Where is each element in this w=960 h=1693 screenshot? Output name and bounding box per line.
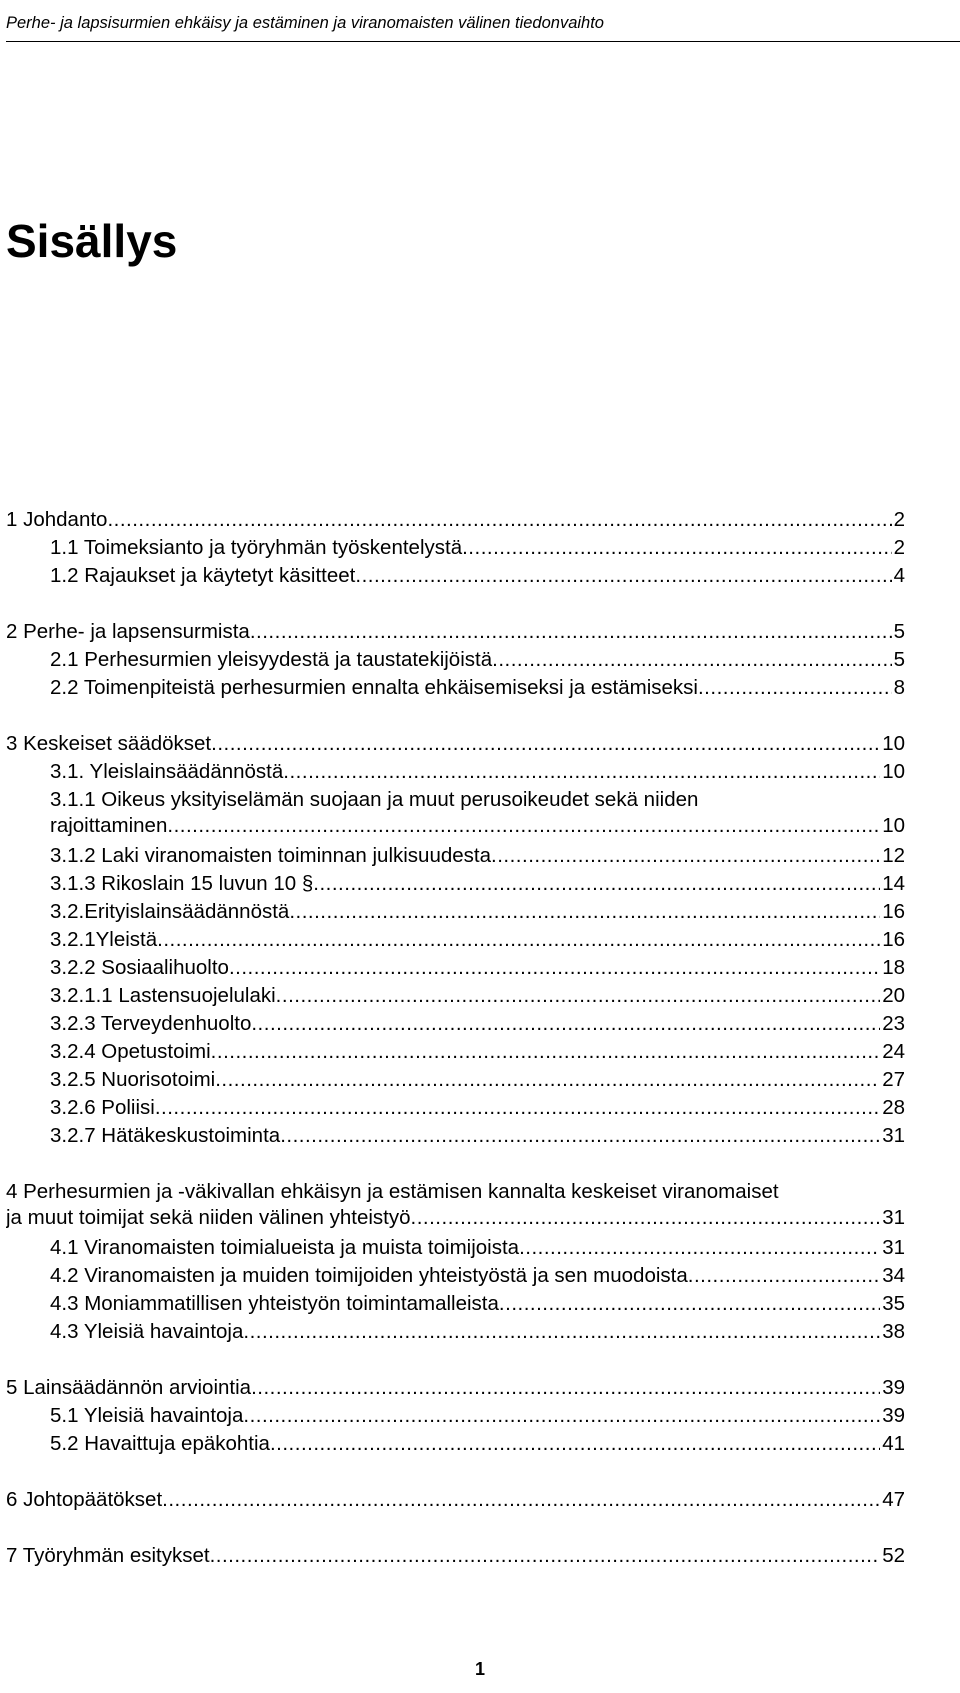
dot-leader <box>155 1095 880 1121</box>
toc-page-number: 24 <box>882 1040 905 1063</box>
toc-entry[interactable] <box>50 1039 905 1065</box>
toc-entry[interactable] <box>50 675 905 701</box>
toc-entry-title: 5.1 Yleisiä havaintoja <box>50 1404 244 1427</box>
toc-page-number: 31 <box>882 1124 905 1147</box>
dot-leader <box>167 813 880 839</box>
toc-entry[interactable] <box>6 1543 905 1569</box>
toc-page-number: 10 <box>882 732 905 755</box>
toc-page-number: 28 <box>882 1096 905 1119</box>
toc-entry[interactable] <box>6 619 905 645</box>
toc-entry-title: 3.2.Erityislainsäädännöstä <box>50 900 290 923</box>
dot-leader <box>499 1291 880 1317</box>
toc-page-number: 31 <box>882 1236 905 1259</box>
dot-leader <box>289 899 880 925</box>
toc-page-number: 18 <box>882 956 905 979</box>
toc-page-number: 10 <box>882 814 905 837</box>
header-divider <box>6 41 960 42</box>
toc-page-number: 20 <box>882 984 905 1007</box>
toc-page-number: 12 <box>882 844 905 867</box>
toc-entry-title: 3.1.2 Laki viranomaisten toiminnan julkisuudesta <box>50 844 492 867</box>
toc-entry-title: 4.2 Viranomaisten ja muiden toimijoiden yhteistyöstä ja sen muodoista <box>50 1264 688 1287</box>
running-header: Perhe- ja lapsisurmien ehkäisy ja estäminen ja viranomaisten välinen tiedonvaihto <box>6 14 604 32</box>
toc-entry[interactable] <box>50 1123 905 1149</box>
dot-leader <box>462 535 891 561</box>
toc-entry-title: 4.3 Yleisiä havaintoja <box>50 1320 244 1343</box>
toc-entry-title: 3.1.3 Rikoslain 15 luvun 10 § <box>50 872 314 895</box>
toc-page-number: 2 <box>893 536 905 559</box>
toc-entry[interactable] <box>50 1319 905 1345</box>
toc-entry[interactable] <box>6 1375 905 1401</box>
toc-entry-title: 3.2.7 Hätäkeskustoiminta <box>50 1124 281 1147</box>
toc-entry[interactable] <box>50 983 905 1009</box>
toc-page-number: 35 <box>882 1292 905 1315</box>
dot-leader <box>215 1067 880 1093</box>
dot-leader <box>313 871 880 897</box>
toc-page-number: 41 <box>882 1432 905 1455</box>
toc-entry-title: 3 Keskeiset säädökset <box>6 732 212 755</box>
dot-leader <box>211 731 880 757</box>
toc-page-number: 31 <box>882 1206 905 1229</box>
toc-page-number: 8 <box>893 676 905 699</box>
dot-leader <box>276 983 881 1009</box>
toc-entry-title: 7 Työryhmän esitykset <box>6 1544 210 1567</box>
toc-page-number: 34 <box>882 1264 905 1287</box>
toc-entry[interactable] <box>50 535 905 561</box>
toc-page-number: 47 <box>882 1488 905 1511</box>
toc-page-number: 39 <box>882 1376 905 1399</box>
dot-leader <box>270 1431 880 1457</box>
dot-leader <box>211 1039 881 1065</box>
toc-entry-title: 5 Lainsäädännön arviointia <box>6 1376 252 1399</box>
toc-entry-title: 4.3 Moniammatillisen yhteistyön toimintamalleista <box>50 1292 499 1315</box>
toc-page-number: 52 <box>882 1544 905 1567</box>
toc-entry[interactable] <box>50 787 905 839</box>
dot-leader <box>492 647 891 673</box>
toc-entry-title: 2.1 Perhesurmien yleisyydestä ja taustatekijöistä <box>50 648 493 671</box>
toc-entry-title: 4 Perhesurmien ja -väkivallan ehkäisyn ja estämisen kannalta keskeiset viranomaiset <box>6 1180 779 1203</box>
toc-entry[interactable] <box>50 1095 905 1121</box>
toc-entry-title: 4.1 Viranomaisten toimialueista ja muista toimijoista <box>50 1236 520 1259</box>
toc-entry-title: 3.2.1Yleistä <box>50 928 158 951</box>
toc-entry-title: 3.1.1 Oikeus yksityiselämän suojaan ja muut perusoikeudet sekä niiden <box>50 788 699 811</box>
toc-entry-title: 3.2.1.1 Lastensuojelulaki <box>50 984 276 1007</box>
toc-page-number: 2 <box>893 508 905 531</box>
toc-entry[interactable] <box>50 1011 905 1037</box>
toc-entry[interactable] <box>6 507 905 533</box>
toc-entry[interactable] <box>50 1431 905 1457</box>
toc-page-number: 27 <box>882 1068 905 1091</box>
dot-leader <box>162 1487 880 1513</box>
toc-entry[interactable] <box>50 759 905 785</box>
dot-leader <box>355 563 891 589</box>
toc-entry[interactable] <box>50 899 905 925</box>
toc-page-number: 14 <box>882 872 905 895</box>
dot-leader <box>491 843 880 869</box>
dot-leader <box>210 1543 881 1569</box>
dot-leader <box>411 1205 881 1231</box>
toc-page-number: 4 <box>893 564 905 587</box>
toc-entry[interactable] <box>50 563 905 589</box>
toc-page-number: 38 <box>882 1320 905 1343</box>
dot-leader <box>157 927 880 953</box>
dot-leader <box>250 619 892 645</box>
toc-entry-title: 3.2.3 Terveydenhuolto <box>50 1012 252 1035</box>
dot-leader <box>280 1123 880 1149</box>
toc-entry[interactable] <box>50 955 905 981</box>
dot-leader <box>243 1319 880 1345</box>
toc-entry-title: 3.2.5 Nuorisotoimi <box>50 1068 216 1091</box>
dot-leader <box>107 507 891 533</box>
toc-entry[interactable] <box>6 731 905 757</box>
toc-entry-title: 5.2 Havaittuja epäkohtia <box>50 1432 270 1455</box>
dot-leader <box>519 1235 880 1261</box>
dot-leader <box>698 675 892 701</box>
toc-entry-title: 2 Perhe- ja lapsensurmista <box>6 620 250 643</box>
toc-page-number: 10 <box>882 760 905 783</box>
toc-entry-title: 3.2.6 Poliisi <box>50 1096 155 1119</box>
toc-entry[interactable] <box>6 1179 905 1231</box>
toc-page-number: 39 <box>882 1404 905 1427</box>
toc-page-number: 16 <box>882 900 905 923</box>
toc-entry[interactable] <box>50 927 905 953</box>
toc-entry-title: rajoittaminen <box>50 814 168 837</box>
toc-entry-title: 1.2 Rajaukset ja käytetyt käsitteet <box>50 564 356 587</box>
dot-leader <box>229 955 880 981</box>
dot-leader <box>251 1375 880 1401</box>
toc-entry[interactable] <box>50 1067 905 1093</box>
toc-entry-title: 3.2.4 Opetustoimi <box>50 1040 211 1063</box>
toc-page-number: 23 <box>882 1012 905 1035</box>
toc-entry-title: 1 Johdanto <box>6 508 108 531</box>
toc-entry-title: 2.2 Toimenpiteistä perhesurmien ennalta ehkäisemiseksi ja estämiseksi <box>50 676 698 699</box>
toc-entry[interactable] <box>50 1291 905 1317</box>
toc-entry-title: ja muut toimijat sekä niiden välinen yhteistyö <box>6 1206 411 1229</box>
toc-entry-title: 3.2.2 Sosiaalihuolto <box>50 956 229 979</box>
dot-leader <box>688 1263 880 1289</box>
toc-entry[interactable] <box>50 1235 905 1261</box>
toc-page-number: 16 <box>882 928 905 951</box>
page-title: Sisällys <box>6 215 178 267</box>
toc-entry-title: 6 Johtopäätökset <box>6 1488 163 1511</box>
dot-leader <box>283 759 880 785</box>
toc-page-number: 5 <box>893 620 905 643</box>
toc-entry[interactable] <box>50 1403 905 1429</box>
toc-entry-title: 3.1. Yleislainsäädännöstä <box>50 760 284 783</box>
toc-entry[interactable] <box>50 843 905 869</box>
toc-entry-title: 1.1 Toimeksianto ja työryhmän työskentelystä <box>50 536 463 559</box>
dot-leader <box>243 1403 880 1429</box>
toc-entry[interactable] <box>50 647 905 673</box>
toc-entry[interactable] <box>50 871 905 897</box>
toc-entry[interactable] <box>6 1487 905 1513</box>
dot-leader <box>251 1011 880 1037</box>
toc-entry[interactable] <box>50 1263 905 1289</box>
page-number: 1 <box>474 1659 485 1679</box>
toc-page-number: 5 <box>893 648 905 671</box>
